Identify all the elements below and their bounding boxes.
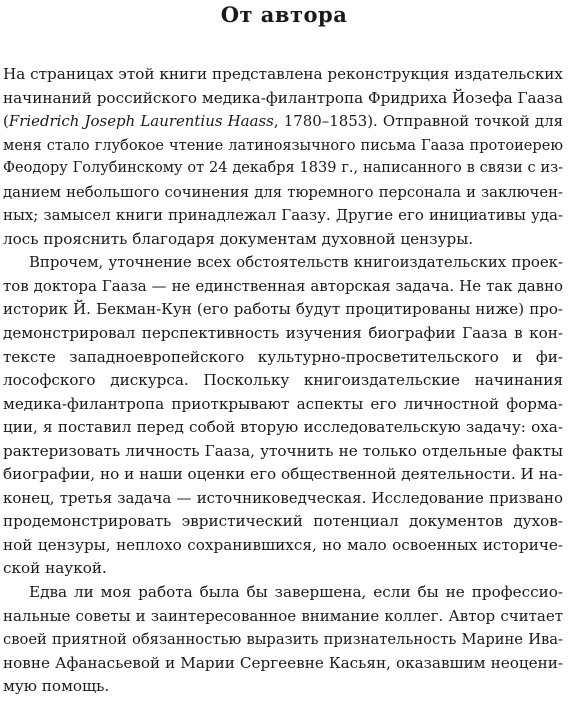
body-text bbox=[3, 63, 563, 699]
paragraph-2-line-3: историк Й. Бекман-Кун (его работы будут процитированы ниже) про- bbox=[3, 300, 563, 319]
page-title: От автора bbox=[220, 2, 348, 27]
paragraph-1-line-5: Феодору Голубинскому от 24 декабря 1839 г., написанного в связи с из- bbox=[3, 160, 563, 177]
paragraph-3-line-3: своей приятной обязанностью выразить признательность Марине Ива- bbox=[3, 631, 563, 649]
latin-name: Friedrich Joseph Laurentius Haass bbox=[8, 112, 274, 131]
paragraph-2-line-12: продемонстрировать эвристический потенциал документов духов- bbox=[3, 512, 563, 531]
paragraph-2-line-2: тов доктора Гааза — не единственная авторская задача. Не так давно bbox=[3, 276, 563, 295]
paragraph-2-line-7: медика-филантропа приоткрывают аспекты его личностной форма- bbox=[3, 394, 563, 413]
paragraph-2-line-4: демонстрировал перспективность изучения биографии Гааза в кон- bbox=[3, 324, 563, 343]
paragraph-3-line-2: нальные советы и заинтересованное внимание коллег. Автор считает bbox=[3, 606, 563, 625]
paragraph-2-line-10: биографии, но и наши оценки его общественной деятельности. И на- bbox=[3, 465, 563, 484]
paragraph-3-line-4: новне Афанасьевой и Марии Сергеевне Касьян, оказавшим неоцени- bbox=[3, 653, 563, 672]
line-remainder: , 1780–1853). Отправной точкой для bbox=[273, 112, 563, 131]
paragraph-2-line-1: Впрочем, уточнение всех обстоятельств книгоиздательских проек- bbox=[29, 253, 563, 272]
paragraph-2-line-14: ской наукой. bbox=[3, 559, 107, 578]
paragraph-1-line-7: ных; замысел книги принадлежал Гаазу. Другие его инициативы уда- bbox=[3, 206, 563, 225]
paragraph-1-line-6: данием небольшого сочинения для тюремного персонала и заключен- bbox=[3, 183, 563, 201]
paragraph-2-line-9: рактеризовать личность Гааза, уточнить не только отдельные факты bbox=[3, 441, 563, 460]
paragraph-1-line-2: начинаний российского медика-филантропа Фридриха Йозефа Гааза bbox=[3, 88, 563, 107]
paragraph-2-line-6: лософского дискурса. Поскольку книгоиздательские начинания bbox=[3, 371, 563, 390]
paragraph-3-line-1: Едва ли моя работа была бы завершена, если бы не профессио- bbox=[29, 583, 563, 602]
paragraph-3-line-5: мую помощь. bbox=[3, 677, 110, 696]
paragraph-1-line-1: На страницах этой книги представлена реконструкция издательских bbox=[3, 65, 563, 83]
paragraph-2-line-13: ной цензуры, неплохо сохранившихся, но мало освоенных историче- bbox=[3, 535, 563, 554]
paragraph-1-line-3 bbox=[3, 110, 563, 134]
paragraph-1-line-8: лось прояснить благодаря документам духовной цензуры. bbox=[3, 229, 474, 248]
paragraph-2-line-11: конец, третья задача — источниковедческая. Исследование призвано bbox=[3, 488, 563, 507]
open-paren: ( bbox=[3, 112, 9, 131]
paragraph-1-line-4: меня стало глубокое чтение латиноязычного письма Гааза протоиерею bbox=[3, 136, 563, 154]
paragraph-2-line-5: тексте западноевропейского культурно-просветительского и фи- bbox=[3, 347, 563, 366]
paragraph-2-line-8: ции, я поставил перед собой вторую исследовательскую задачу: оха- bbox=[3, 418, 563, 437]
